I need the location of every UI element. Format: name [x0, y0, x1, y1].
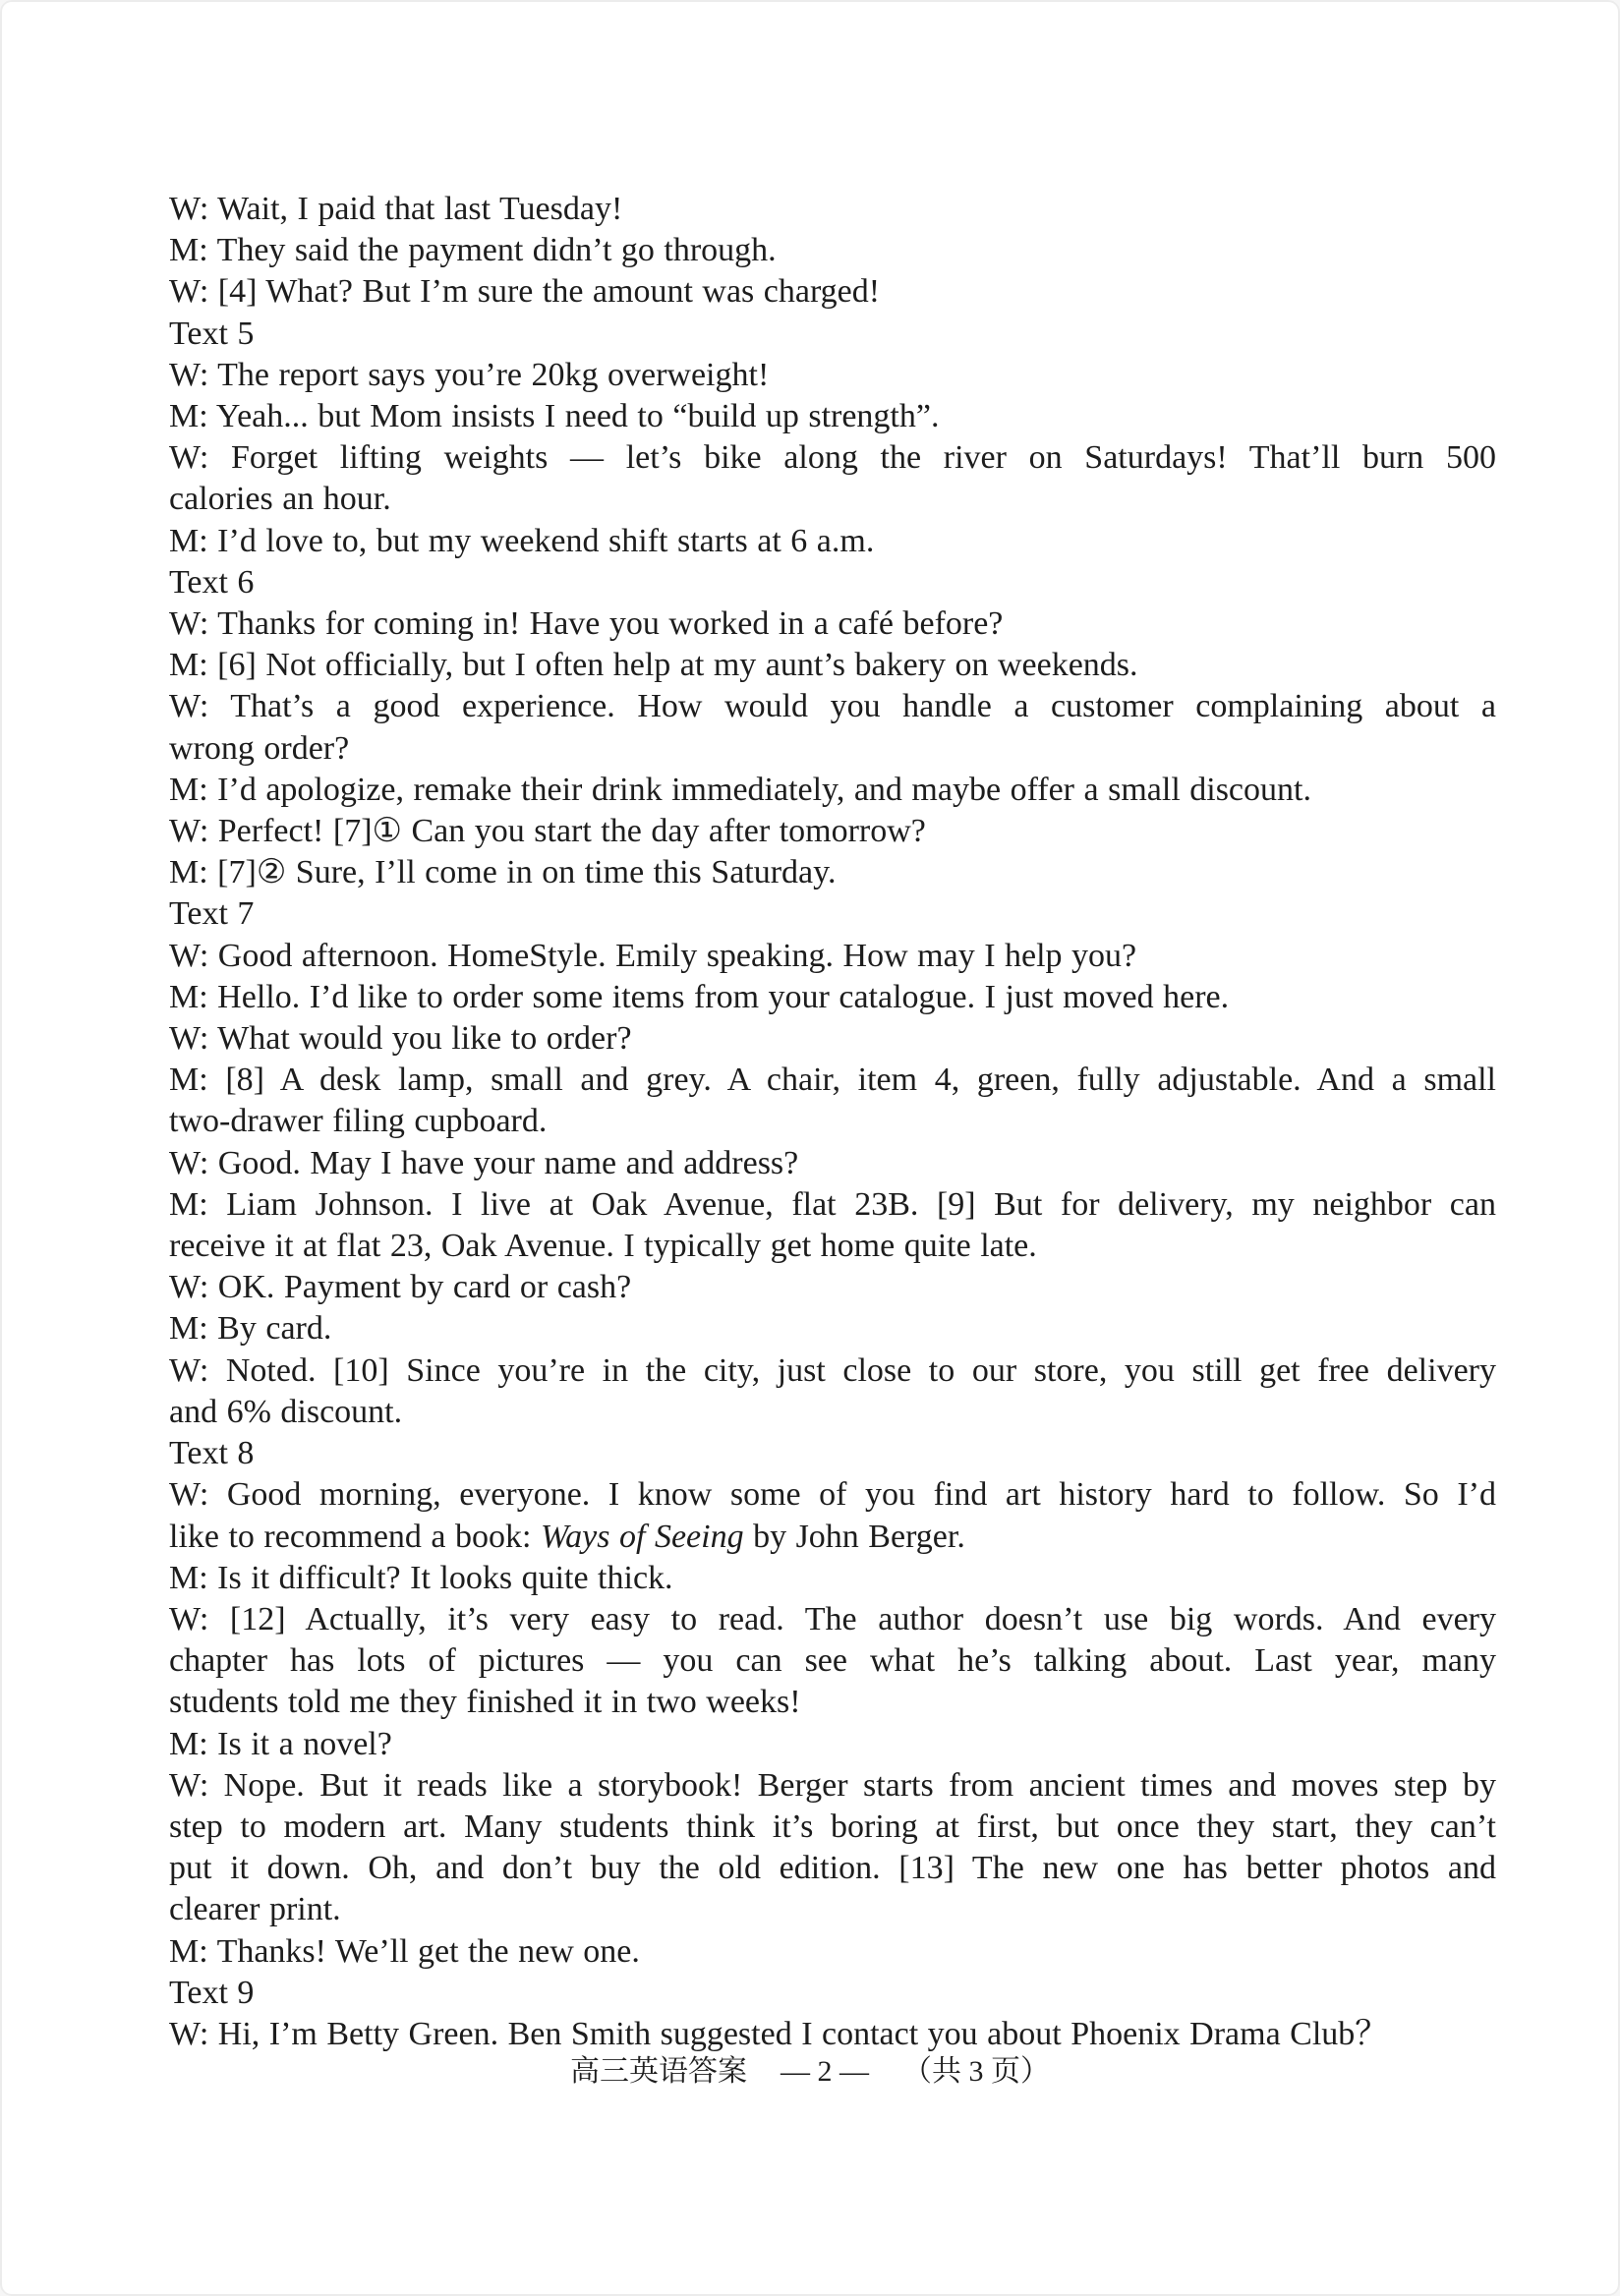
transcript-line: W: The report says you’re 20kg overweight! [169, 356, 770, 393]
transcript-line: M: They said the payment didn’t go through. [169, 232, 777, 269]
transcript-line: chapter has lots of pictures — you can see what he’s talking about. Last year, many [169, 1642, 1496, 1680]
transcript-line: put it down. Oh, and don’t buy the old edition. [13] The new one has better photos and [169, 1850, 1496, 1887]
transcript-line: W: Thanks for coming in! Have you worked in a café before? [169, 605, 1004, 643]
transcript-line: W: Good. May I have your name and address? [169, 1144, 799, 1181]
footer-total-pages: （共 3 页） [902, 2055, 1050, 2088]
transcript-line: M: Thanks! We’ll get the new one. [169, 1932, 640, 1970]
transcript-line: W: What would you like to order? [169, 1020, 632, 1058]
transcript-line: W: Wait, I paid that last Tuesday! [169, 191, 623, 227]
transcript-line: wrong order? [169, 729, 350, 767]
transcript-line: and 6% discount. [169, 1393, 403, 1430]
transcript-line: Text 9 [169, 1974, 255, 2011]
transcript-line: M: Liam Johnson. I live at Oak Avenue, flat 23B. [9] But for delivery, my neighbor can [169, 1185, 1496, 1223]
transcript-line: like to recommend a book: Ways of Seeing by John Berger. [169, 1518, 965, 1555]
transcript-line: Text 7 [169, 895, 255, 933]
transcript-line: M: [6] Not officially, but I often help at my aunt’s bakery on weekends. [169, 647, 1138, 684]
transcript-line: W: [4] What? But I’m sure the amount was charged! [169, 273, 881, 311]
transcript-line: M: I’d love to, but my weekend shift starts at 6 a.m. [169, 522, 875, 559]
transcript-line: M: I’d apologize, remake their drink immediately, and maybe offer a small discount. [169, 771, 1311, 808]
transcript-line: W: Good morning, everyone. I know some of you find art history hard to follow. So I’d [169, 1476, 1496, 1514]
transcript-line: Text 8 [169, 1435, 255, 1472]
transcript-line: M: By card. [169, 1310, 332, 1348]
transcript-line: W: Forget lifting weights — let’s bike along the river on Saturdays! That’ll burn 500 [169, 439, 1496, 477]
transcript-line: W: Noted. [10] Since you’re in the city, just close to our store, you still get free delivery [169, 1351, 1496, 1389]
transcript-line: M: Is it a novel? [169, 1725, 392, 1762]
transcript-line: W: Nope. But it reads like a storybook! Berger starts from ancient times and moves step by [169, 1766, 1496, 1804]
page-footer [0, 2052, 1620, 2092]
transcript-line: step to modern art. Many students think it’s boring at first, but once they start, they can’t [169, 1808, 1496, 1845]
transcript-line: W: Perfect! [7]① Can you start the day after tomorrow? [169, 813, 926, 850]
transcript-line: clearer print. [169, 1891, 341, 1928]
transcript [169, 189, 1496, 2055]
footer-page-number: — 2 — [781, 2055, 869, 2088]
transcript-line: M: [8] A desk lamp, small and grey. A chair, item 4, green, fully adjustable. And a small [169, 1062, 1496, 1099]
transcript-line: W: Good afternoon. HomeStyle. Emily speaking. How may I help you? [169, 937, 1137, 974]
book-title-italic: Ways of Seeing [540, 1518, 744, 1555]
transcript-line: M: Hello. I’d like to order some items from your catalogue. I just moved here. [169, 978, 1230, 1015]
transcript-line: M: Yeah... but Mom insists I need to “build up strength”. [169, 398, 940, 435]
transcript-line: W: Hi, I’m Betty Green. Ben Smith suggested I contact you about Phoenix Drama Club？ [169, 2015, 1389, 2052]
transcript-line: W: That’s a good experience. How would you handle a customer complaining about a [169, 688, 1496, 725]
transcript-line: receive it at flat 23, Oak Avenue. I typically get home quite late. [169, 1228, 1037, 1265]
transcript-line: students told me they finished it in two weeks! [169, 1684, 801, 1721]
transcript-line: W: [12] Actually, it’s very easy to read. The author doesn’t use big words. And every [169, 1600, 1496, 1637]
footer-doc-title: 高三英语答案 [570, 2055, 747, 2088]
transcript-line: Text 5 [169, 315, 255, 352]
transcript-line: calories an hour. [169, 481, 391, 518]
transcript-line: two-drawer filing cupboard. [169, 1103, 548, 1140]
transcript-line: Text 6 [169, 563, 255, 601]
transcript-line: M: Is it difficult? It looks quite thick. [169, 1559, 673, 1596]
transcript-line: W: OK. Payment by card or cash? [169, 1269, 632, 1306]
transcript-line: M: [7]② Sure, I’ll come in on time this Saturday. [169, 854, 837, 891]
